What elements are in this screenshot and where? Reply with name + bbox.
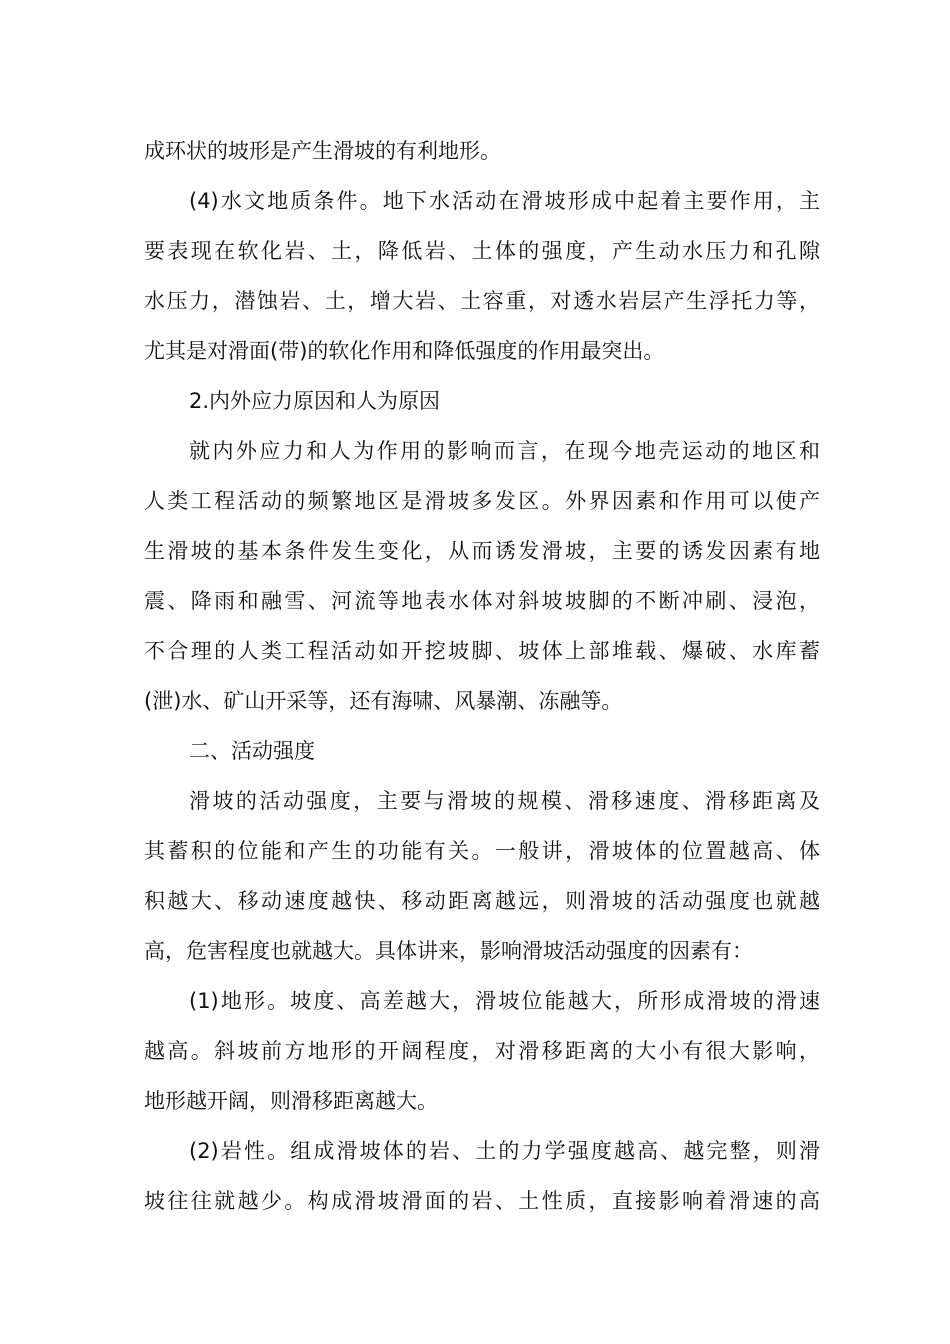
text-line: (泄)水、矿山开采等，还有海啸、风暴潮、冻融等。 <box>144 689 623 713</box>
text-line: 坡往往就越少。构成滑坡滑面的岩、土性质，直接影响着滑速的高 <box>144 1189 820 1213</box>
text-line: 其蓄积的位能和产生的功能有关。一般讲，滑坡体的位置越高、体 <box>144 839 820 863</box>
section-heading: 2.内外应力原因和人为原因 <box>189 389 441 413</box>
text-line: 积越大、移动速度越快、移动距离越远，则滑坡的活动强度也就越 <box>144 889 820 913</box>
text-line: 震、降雨和融雪、河流等地表水体对斜坡坡脚的不断冲刷、浸泡， <box>144 589 820 613</box>
text-line: 地形越开阔，则滑移距离越大。 <box>144 1089 438 1113</box>
text-line: 就内外应力和人为作用的影响而言，在现今地壳运动的地区和 <box>189 439 820 463</box>
text-line: (2)岩性。组成滑坡体的岩、土的力学强度越高、越完整，则滑 <box>189 1139 820 1163</box>
text-line: 要表现在软化岩、土，降低岩、土体的强度，产生动水压力和孔隙 <box>144 239 820 263</box>
text-line: 尤其是对滑面(带)的软化作用和降低强度的作用最突出。 <box>144 339 665 363</box>
text-line: 滑坡的活动强度，主要与滑坡的规模、滑移速度、滑移距离及 <box>189 789 820 813</box>
section-heading: 二、活动强度 <box>189 739 315 763</box>
text-line: 生滑坡的基本条件发生变化，从而诱发滑坡，主要的诱发因素有地 <box>144 539 820 563</box>
text-line: 人类工程活动的频繁地区是滑坡多发区。外界因素和作用可以使产 <box>144 489 820 513</box>
text-line: (4)水文地质条件。地下水活动在滑坡形成中起着主要作用，主 <box>189 189 820 213</box>
text-line: 水压力，潜蚀岩、土，增大岩、土容重，对透水岩层产生浮托力等， <box>144 289 820 313</box>
text-line: 成环状的坡形是产生滑坡的有利地形。 <box>144 139 501 163</box>
text-line: 不合理的人类工程活动如开挖坡脚、坡体上部堆载、爆破、水库蓄 <box>144 639 820 663</box>
text-line: (1)地形。坡度、高差越大，滑坡位能越大，所形成滑坡的滑速 <box>189 989 820 1013</box>
text-line: 越高。斜坡前方地形的开阔程度，对滑移距离的大小有很大影响， <box>144 1039 820 1063</box>
text-line: 高，危害程度也就越大。具体讲来，影响滑坡活动强度的因素有： <box>144 939 753 963</box>
document-body <box>144 126 820 1226</box>
